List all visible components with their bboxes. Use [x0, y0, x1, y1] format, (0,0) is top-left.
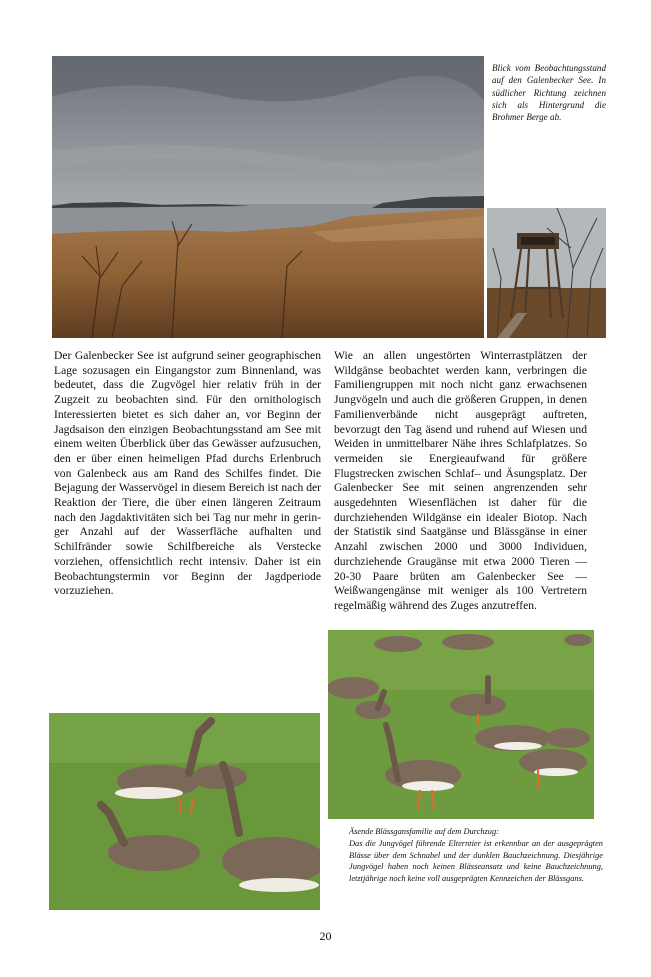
grazing-geese-photo	[49, 713, 320, 910]
page-number: 20	[319, 929, 332, 943]
geese-family-photo	[328, 630, 594, 819]
right-text-column: Wie an allen ungestörten Winterrastplätzen der Wildgänse beobachtet werden kann, verbringen die Familiengruppen mit noch nicht ganz erwachsenen Jungvögeln und auch die größeren Gruppen, in denen Familienverbände nicht ausgeprägt auftreten, bevorzugt den Tag äsend und ruhend auf Wiesen und Weiden in unmittelbarer Nähe ihres Schlafplatzes. So vermeiden sie Energieaufwand für größere Flugstrecken zwischen Schlaf– und Äsungsplatz. Der Galenbecker See mit seinen angrenzenden sehr ausgedehnten Wiesenflächen ist daher für die durchziehenden Wildgänse ein idealer Biotop. Nach der Statistik sind Saatgänse und Blässgänse in einer Anzahl zwischen 2000 und 3000 Individuen, durchziehende Graugänse mit etwa 2000 Tieren — 20-30 Paare brüten am Galenbecker See — Weißwangengänse mit weniger als 100 Vertretern regelmäßig während des Zuges anzutreffen.	[334, 349, 587, 612]
lake-photo	[52, 56, 484, 338]
left-text-column: Der Galenbecker See ist aufgrund seiner geographischen Lage sozusagen ein Eingangstor zum Binnenland, was bedeutet, dass die Zugvögel hier relativ früh in der Zugzeit zu beobachten sind. Für den ornithologisch Interessierten bietet es sich daher an, vor Beginn der Jagdsaison den einzigen Beobachtungsstand am See mit einem weiten Überblick über das Gewässer aufzusuchen, den er über einen heimeligen Pfad durchs Erlenbruch von Galenbeck aus am Rand des Schilfes findet. Die Bejagung der Wasservögel in diesem Bereich ist nach der Reaktion der Tiere, die über einen längeren Zeitraum nach den Jagdaktivitäten sich bei Tag nur mehr in geringer Anzahl auf der Wasserfläche aufhalten und Schilfränder sowie Schilfbereiche als Verstecke vorziehen, offensichtlich recht intensiv. Daher ist ein Beobachtungstermin vor Beginn der Jagdperiode vorzuziehen.	[54, 349, 321, 598]
caption-title: Äsende Blässgansfamilie auf dem Durchzug:	[349, 827, 499, 836]
top-photo-caption: Blick vom Beobachtungsstand auf den Galenbecker See. In südlicher Richtung zeichnen sich als Hintergrund die Brohmer Berge ab.	[492, 63, 606, 123]
caption-text: Das die Jungvögel führende Elterntier ist erkennbar an der ausgeprägten Blässe über dem Schnabel und der dunklen Bauchzeichnung. Diesjährige Jungvögel haben noch keinen Blässeansatz und keine Bauchzeichnung, letztjährige noch keine voll ausgeprägten Kennzeichen der Blässgans.	[349, 838, 603, 884]
bottom-photo-caption	[349, 826, 603, 885]
observation-stand-photo	[487, 208, 606, 338]
